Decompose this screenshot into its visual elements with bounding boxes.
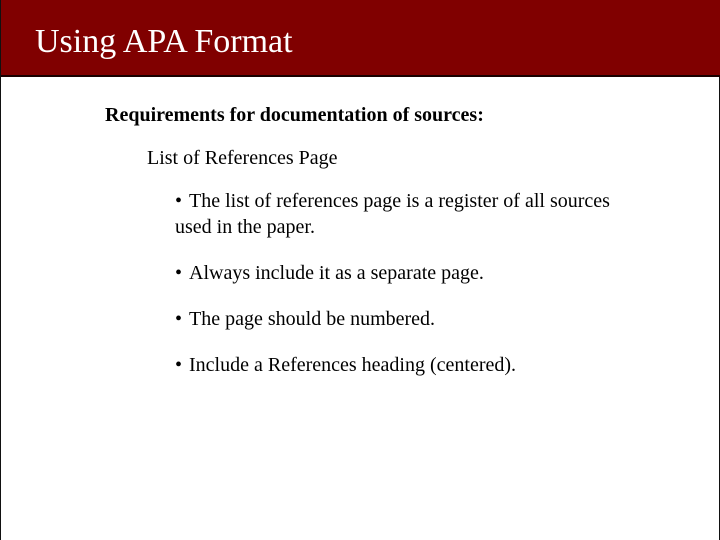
title-bar xyxy=(1,0,720,77)
bullet-item xyxy=(175,188,645,240)
bullet-text: The list of references page is a register of all sources used in the paper. xyxy=(175,190,610,238)
bullet-item xyxy=(175,352,645,378)
bullet-icon: • xyxy=(175,308,183,330)
section-heading: Requirements for documentation of sources: xyxy=(105,104,484,126)
bullet-text: Always include it as a separate page. xyxy=(189,262,484,284)
bullet-icon: • xyxy=(175,190,183,212)
bullet-text: The page should be numbered. xyxy=(189,308,436,330)
bullet-list xyxy=(175,188,645,398)
slide-title: Using APA Format xyxy=(35,23,293,60)
bullet-text: Include a References heading (centered). xyxy=(189,354,517,376)
bullet-item xyxy=(175,306,645,332)
bullet-item xyxy=(175,260,645,286)
subsection-heading: List of References Page xyxy=(147,147,338,169)
bullet-icon: • xyxy=(175,262,183,284)
bullet-icon: • xyxy=(175,354,183,376)
